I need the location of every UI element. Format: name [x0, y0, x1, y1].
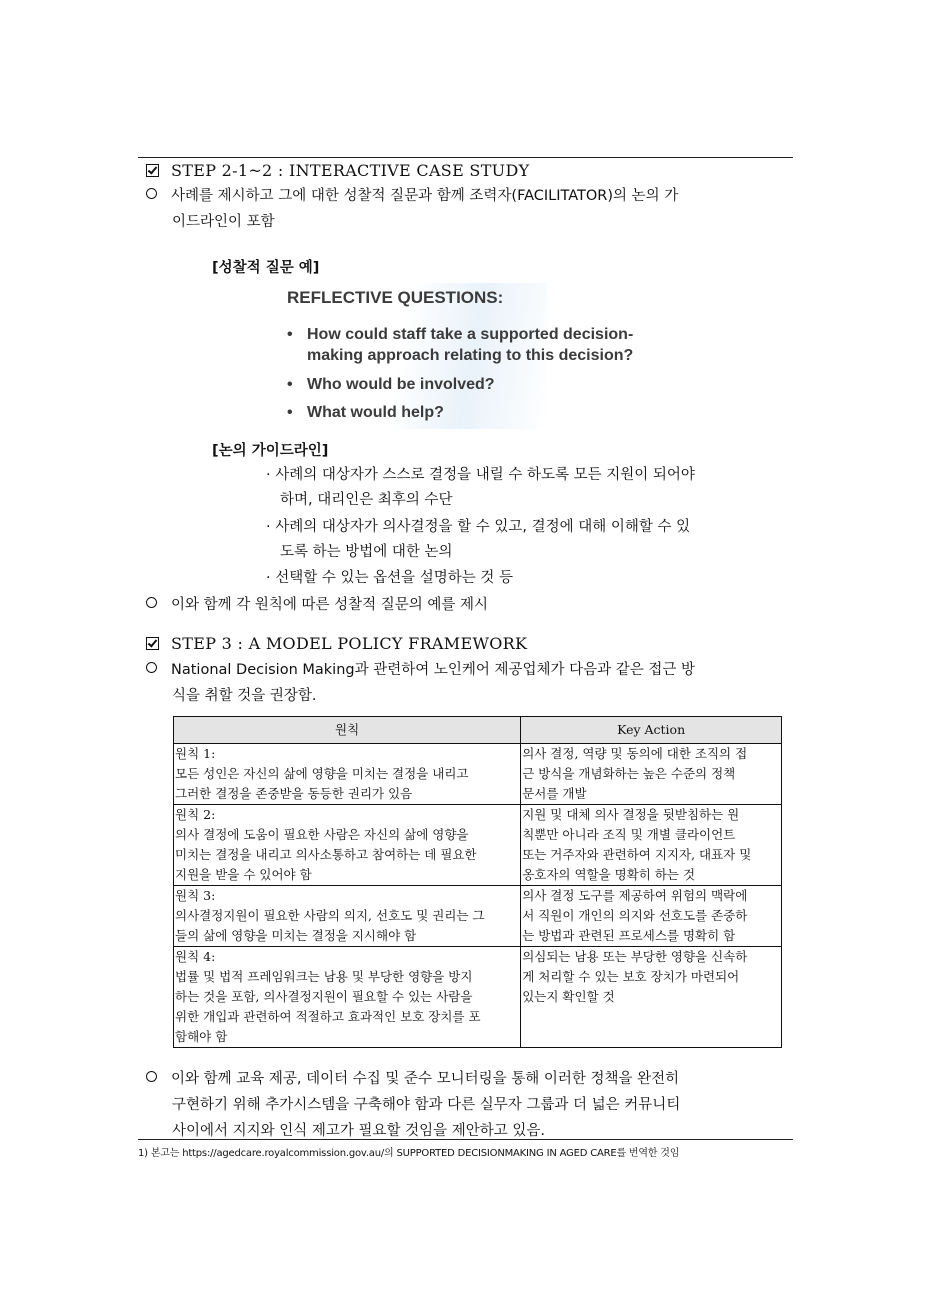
table-row	[174, 805, 782, 886]
reflective-item: • How could staff take a supported decision- making approach relating to this decision?	[287, 326, 634, 364]
reflective-heading: [성찰적 질문 예]	[212, 260, 320, 276]
guideline-item: · 선택할 수 있는 옵션을 설명하는 것 등	[266, 570, 513, 586]
checkbox-icon	[146, 637, 159, 650]
principle-cell: 원칙 1: 모든 성인은 자신의 삶에 영향을 미치는 결정을 내리고 그러한 결정을 존중받을 동등한 권리가 있음	[174, 744, 521, 805]
key-action-cell: 의사 결정 도구를 제공하여 위험의 맥락에 서 직원이 개인의 의지와 선호도를 존중하 는 방법과 관련된 프로세스를 명확히 함	[521, 886, 782, 947]
footnote: 1) 본고는 https://agedcare.royalcommission.gov.au/의 SUPPORTED DECISIONMAKING IN AGED CARE를 번역한 것임	[138, 1148, 680, 1159]
top-rule	[138, 157, 793, 158]
step-title: STEP 3 : A MODEL POLICY FRAMEWORK	[171, 634, 528, 653]
guideline-heading: [논의 가이드라인]	[212, 443, 329, 459]
reflective-item: • Who would be involved?	[287, 376, 495, 393]
column-header-key-action: Key Action	[521, 717, 782, 744]
guideline-item: · 사례의 대상자가 의사결정을 할 수 있고, 결정에 대해 이해할 수 있 도록 하는 방법에 대한 논의	[266, 519, 691, 560]
table-row	[174, 947, 782, 1048]
table-header-row	[174, 717, 782, 744]
table-row	[174, 744, 782, 805]
bullet-implementation: 이와 함께 교육 제공, 데이터 수집 및 준수 모니터링을 통해 이러한 정책을 완전히 구현하기 위해 추가시스템을 구축해야 함과 다른 실무자 그룹과 더 넓은 커뮤니티 사이에서 지지와 인식 제고가 필요할 것임을 제안하고 있음.	[146, 1066, 791, 1144]
reflective-title: REFLECTIVE QUESTIONS:	[287, 288, 504, 307]
circle-bullet-icon	[146, 188, 157, 199]
step-heading-3	[146, 634, 527, 653]
guideline-item: · 사례의 대상자가 스스로 결정을 내릴 수 하도록 모든 지원이 되어야 하며, 대리인은 최후의 수단	[266, 467, 695, 508]
principle-cell: 원칙 2: 의사 결정에 도움이 필요한 사람은 자신의 삶에 영향을 미치는 결정을 내리고 의사소통하고 참여하는 데 필요한 지원을 받을 수 있어야 함	[174, 805, 521, 886]
bullet-national-decision: National Decision Making과 관련하여 노인케어 제공업체가 다음과 같은 접근 방 식을 취할 것을 권장함.	[146, 657, 791, 709]
step-title: STEP 2-1~2 : INTERACTIVE CASE STUDY	[171, 161, 530, 180]
bullet-case-intro: 사례를 제시하고 그에 대한 성찰적 질문과 함께 조력자(FACILITATOR)의 논의 가 이드라인이 포함	[146, 183, 791, 235]
circle-bullet-icon	[146, 597, 157, 608]
column-header-principle: 원칙	[174, 717, 521, 744]
table-row	[174, 886, 782, 947]
key-action-cell: 지원 및 대체 의사 결정을 뒷받침하는 원 칙뿐만 아니라 조직 및 개별 클라이언트 또는 거주자와 관련하여 지지자, 대표자 및 옹호자의 역할을 명확히 하는 것	[521, 805, 782, 886]
circle-bullet-icon	[146, 1071, 157, 1082]
key-action-cell: 의사 결정, 역량 및 동의에 대한 조직의 접 근 방식을 개념화하는 높은 수준의 정책 문서를 개발	[521, 744, 782, 805]
key-action-cell: 의심되는 남용 또는 부당한 영향을 신속하 게 처리할 수 있는 보호 장치가 마련되어 있는지 확인할 것	[521, 947, 782, 1048]
reflective-item: • What would help?	[287, 404, 444, 421]
checkbox-icon	[146, 164, 159, 177]
bullet-principle-questions: 이와 함께 각 원칙에 따른 성찰적 질문의 예를 제시	[146, 592, 791, 618]
circle-bullet-icon	[146, 662, 157, 673]
step-heading-2-1	[146, 161, 529, 180]
principle-cell: 원칙 4: 법률 및 법적 프레임워크는 남용 및 부당한 영향을 방지 하는 것을 포함, 의사결정지원이 필요할 수 있는 사람을 위한 개입과 관련하여 적절하고 효과적인 보호 장치를 포 함해야 함	[174, 947, 521, 1048]
footnote-rule	[138, 1139, 793, 1140]
principle-cell: 원칙 3: 의사결정지원이 필요한 사람의 의지, 선호도 및 권리는 그 들의 삶에 영향을 미치는 결정을 지시해야 함	[174, 886, 521, 947]
policy-framework-table	[173, 716, 782, 1048]
